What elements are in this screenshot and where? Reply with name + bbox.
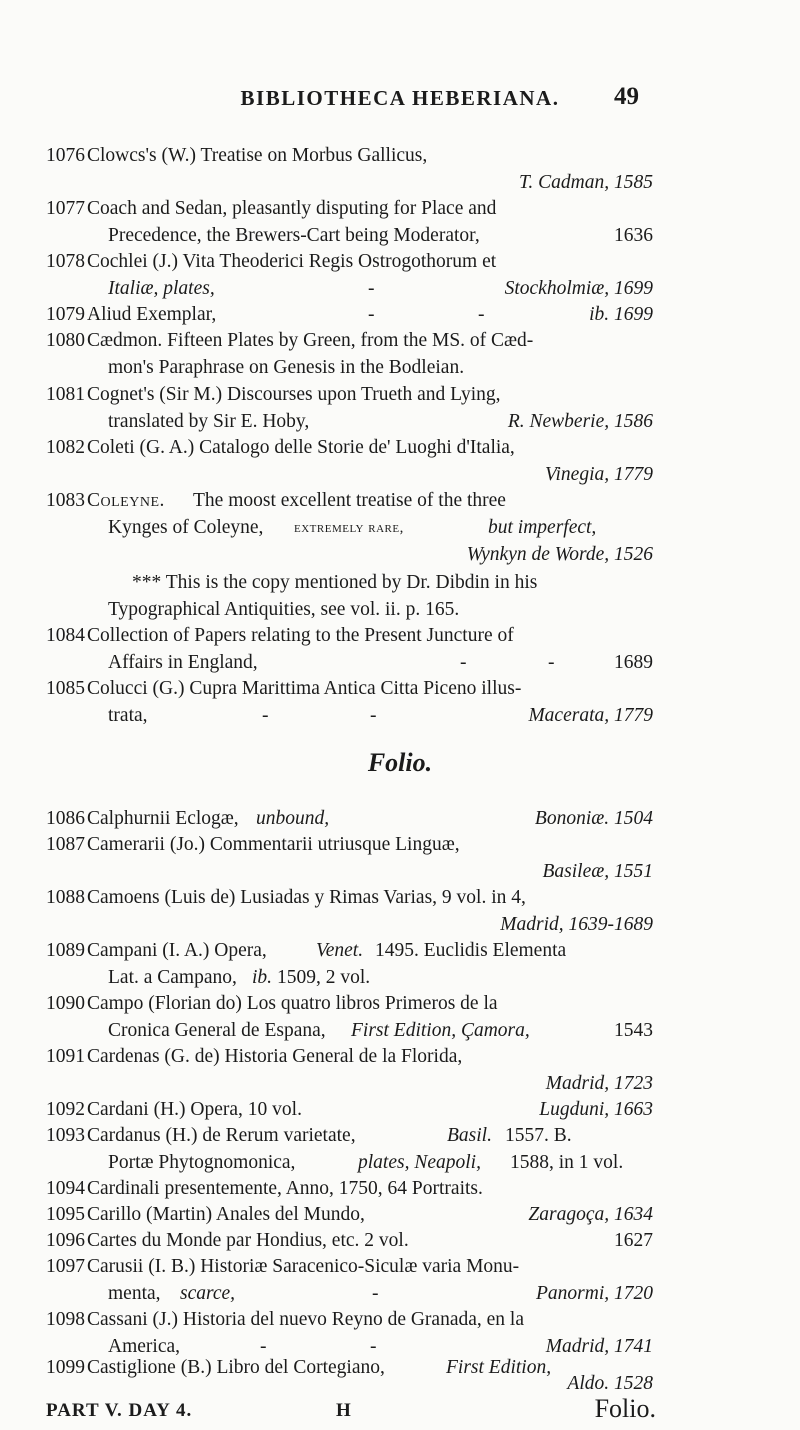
lot-number: 1077 xyxy=(46,198,85,219)
dash: - xyxy=(460,652,467,673)
entry-line: 1509, 2 vol. xyxy=(277,967,371,988)
entry-imprint: T. Cadman, 1585 xyxy=(519,172,653,193)
place: plates, Neapoli, xyxy=(358,1152,481,1173)
entry-line: Affairs in England, xyxy=(108,652,258,673)
entry-line: Carillo (Martin) Anales del Mundo, xyxy=(87,1204,365,1225)
lot-number: 1086 xyxy=(46,808,85,829)
entry-imprint: Madrid, 1723 xyxy=(545,1073,653,1094)
lot-number: 1088 xyxy=(46,887,85,908)
signature-mark: H xyxy=(336,1400,351,1421)
lot-number: 1089 xyxy=(46,940,85,961)
entry-line: Aliud Exemplar, xyxy=(87,304,217,325)
entry-line: Cognet's (Sir M.) Discourses upon Trueth and Lying, xyxy=(87,384,501,405)
entry-line: Campo (Florian do) Los quatro libros Primeros de la xyxy=(87,993,498,1014)
lot-number: 1081 xyxy=(46,384,85,405)
lot-number: 1095 xyxy=(46,1204,85,1225)
entry-line: Italiæ, plates, xyxy=(108,278,215,299)
entry-line: The moost excellent treatise of the three xyxy=(193,490,506,511)
lot-number: 1078 xyxy=(46,251,85,272)
entry-imprint: 1689 xyxy=(614,652,653,673)
entry-heading: Coleyne. xyxy=(87,490,165,511)
rarity-note: extremely rare, xyxy=(294,520,404,536)
entry-line: Cardani (H.) Opera, 10 vol. xyxy=(87,1099,302,1120)
lot-number: 1092 xyxy=(46,1099,85,1120)
lot-number: 1093 xyxy=(46,1125,85,1146)
condition-note: scarce, xyxy=(180,1283,236,1304)
entry-line: Precedence, the Brewers-Cart being Moderator, xyxy=(108,225,480,246)
entry-imprint: Panormi, 1720 xyxy=(536,1283,653,1304)
lot-number: 1076 xyxy=(46,145,85,166)
entry-imprint: Bononiæ. 1504 xyxy=(534,808,653,829)
entry-imprint: 1636 xyxy=(614,225,653,246)
lot-number: 1080 xyxy=(46,330,85,351)
dash: - xyxy=(548,652,555,673)
entry-line: Carusii (I. B.) Historiæ Saracenico-Siculæ varia Monu- xyxy=(87,1256,520,1277)
entry-imprint: Macerata, 1779 xyxy=(528,705,653,726)
lot-number: 1084 xyxy=(46,625,85,646)
running-title: BIBLIOTHECA HEBERIANA. xyxy=(240,86,560,110)
place: ib. xyxy=(252,967,273,988)
entry-line: Cochlei (J.) Vita Theoderici Regis Ostrogothorum et xyxy=(87,251,497,272)
entry-line: 1557. B. xyxy=(505,1125,572,1146)
entry-imprint: 1543 xyxy=(614,1020,653,1041)
entry-line: translated by Sir E. Hoby, xyxy=(108,411,310,432)
entry-imprint: R. Newberie, 1586 xyxy=(507,411,653,432)
entry-imprint: 1627 xyxy=(614,1230,653,1251)
entry-line: Campani (I. A.) Opera, xyxy=(87,940,267,961)
entry-imprint: Madrid, 1639-1689 xyxy=(500,914,653,935)
entry-imprint: ib. 1699 xyxy=(589,304,653,325)
dash: - xyxy=(370,705,377,726)
entry-line: Portæ Phytognomonica, xyxy=(108,1152,296,1173)
condition-note: but imperfect, xyxy=(488,517,597,538)
dash: - xyxy=(478,304,485,325)
lot-number: 1091 xyxy=(46,1046,85,1067)
dash: - xyxy=(372,1283,379,1304)
entry-line: 1588, in 1 vol. xyxy=(510,1152,624,1173)
page-number: 49 xyxy=(614,83,639,110)
entry-imprint: Basileæ, 1551 xyxy=(542,861,653,882)
section-heading: Folio. xyxy=(367,748,433,777)
entry-line: America, xyxy=(108,1336,181,1357)
lot-number: 1099 xyxy=(46,1357,85,1378)
edition-note: First Edition, xyxy=(446,1357,552,1378)
dash: - xyxy=(368,304,375,325)
place: Basil. xyxy=(447,1125,492,1146)
entry-line: Coach and Sedan, pleasantly disputing for Place and xyxy=(87,198,497,219)
place: Venet. xyxy=(316,940,364,961)
entry-line: Cartes du Monde par Hondius, etc. 2 vol. xyxy=(87,1230,409,1251)
lot-number: 1087 xyxy=(46,834,85,855)
dash: - xyxy=(260,1336,267,1357)
lot-number: 1082 xyxy=(46,437,85,458)
running-header xyxy=(0,83,800,116)
entry-line: Colucci (G.) Cupra Marittima Antica Citta Piceno illus- xyxy=(87,678,522,699)
entry-line: Cardenas (G. de) Historia General de la Florida, xyxy=(87,1046,463,1067)
entry-imprint: Madrid, 1741 xyxy=(545,1336,653,1357)
entry-line: Cronica General de Espana, xyxy=(108,1020,326,1041)
entry-imprint: Lugduni, 1663 xyxy=(539,1099,653,1120)
entry-line: Kynges of Coleyne, xyxy=(108,517,264,538)
entry-imprint: Zaragoça, 1634 xyxy=(528,1204,653,1225)
condition-note: unbound, xyxy=(256,808,330,829)
entry-line: 1495. Euclidis Elementa xyxy=(375,940,567,961)
note-line: Typographical Antiquities, see vol. ii. p. 165. xyxy=(108,599,460,620)
entry-line: menta, xyxy=(108,1283,161,1304)
entry-imprint: Vinegia, 1779 xyxy=(545,464,653,485)
lot-number: 1085 xyxy=(46,678,85,699)
lot-number: 1079 xyxy=(46,304,85,325)
edition-note: First Edition, Çamora, xyxy=(351,1020,530,1041)
entry-line: mon's Paraphrase on Genesis in the Bodleian. xyxy=(108,357,465,378)
entry-line: Cassani (J.) Historia del nuevo Reyno de Granada, en la xyxy=(87,1309,524,1330)
entry-line: Cardanus (H.) de Rerum varietate, xyxy=(87,1125,356,1146)
dash: - xyxy=(368,278,375,299)
dash: - xyxy=(262,705,269,726)
entry-line: Collection of Papers relating to the Present Juncture of xyxy=(87,625,514,646)
entry-line: Lat. a Campano, xyxy=(108,967,237,988)
entry-line: Cardinali presentemente, Anno, 1750, 64 Portraits. xyxy=(87,1178,483,1199)
lot-number: 1098 xyxy=(46,1309,85,1330)
entry-imprint: Aldo. 1528 xyxy=(567,1373,653,1394)
entry-line: Cædmon. Fifteen Plates by Green, from the MS. of Cæd- xyxy=(87,330,534,351)
catchword: Folio. xyxy=(594,1394,656,1423)
entry-line: Coleti (G. A.) Catalogo delle Storie de' Luoghi d'Italia, xyxy=(87,437,515,458)
entry-line: Camerarii (Jo.) Commentarii utriusque Linguæ, xyxy=(87,834,460,855)
note-line: *** This is the copy mentioned by Dr. Dibdin in his xyxy=(132,572,538,593)
entry-line: Clowcs's (W.) Treatise on Morbus Gallicus, xyxy=(87,145,428,166)
lot-number: 1083 xyxy=(46,490,85,511)
entry-line: Calphurnii Eclogæ, xyxy=(87,808,239,829)
lot-number: 1096 xyxy=(46,1230,85,1251)
part-signature: PART V. DAY 4. xyxy=(46,1400,193,1421)
entry-line: trata, xyxy=(108,705,148,726)
entry-line: Castiglione (B.) Libro del Cortegiano, xyxy=(87,1357,385,1378)
entry-line: Camoens (Luis de) Lusiadas y Rimas Varias, 9 vol. in 4, xyxy=(87,887,526,908)
entry-imprint: Stockholmiæ, 1699 xyxy=(504,278,653,299)
lot-number: 1090 xyxy=(46,993,85,1014)
lot-number: 1094 xyxy=(46,1178,85,1199)
dash: - xyxy=(370,1336,377,1357)
entry-imprint: Wynkyn de Worde, 1526 xyxy=(466,544,653,565)
lot-number: 1097 xyxy=(46,1256,85,1277)
